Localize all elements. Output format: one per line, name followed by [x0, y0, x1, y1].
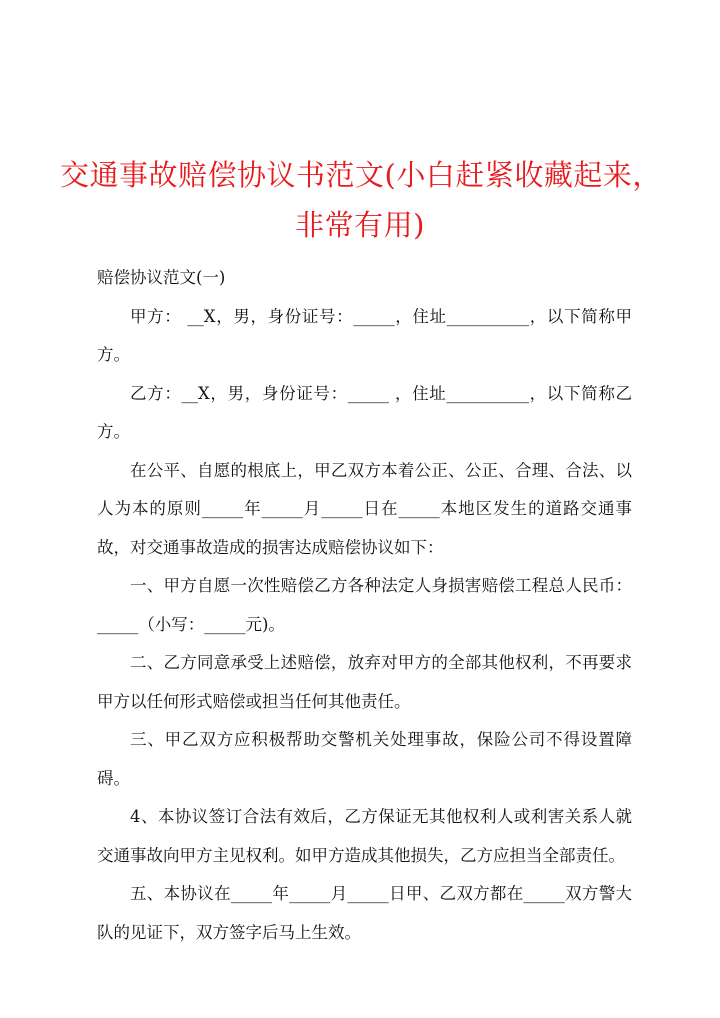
- paragraph-clause-4: 4、本协议签订合法有效后，乙方保证无其他权利人或利害关系人就交通事故向甲方主见权利。如甲方造成其他损失，乙方应担当全部责任。: [97, 807, 632, 865]
- paragraph-party-a: 甲方： __X，男，身份证号：_____，住址__________，以下简称甲方。: [97, 306, 632, 364]
- document-title: [60, 150, 660, 250]
- paragraph-clause-5: 五、本协议在_____年_____月_____日甲、乙双方都在_____双方警大队的见证下，双方签字后马上生效。: [97, 884, 632, 942]
- title-line-1: 交通事故赔偿协议书范文(小白赶紧收藏起来，: [60, 158, 662, 192]
- paragraph-clause-2: 二、乙方同意承受上述赔偿，放弃对甲方的全部其他权利，不再要求甲方以任何形式赔偿或担当任何其他责任。: [97, 653, 632, 711]
- paragraph-preamble: 在公平、自愿的根底上，甲乙双方本着公正、公正、合理、合法、以人为本的原则_____年_____月_____日在_____本地区发生的道路交通事故，对交通事故造成的损害达成赔偿协议如下：: [97, 460, 632, 557]
- document-body: [97, 259, 632, 952]
- paragraph-clause-3: 三、甲乙双方应积极帮助交警机关处理事故，保险公司不得设置障碍。: [97, 730, 632, 788]
- title-line-2: 非常有用): [295, 208, 425, 242]
- paragraph-party-b: 乙方：__X，男，身份证号：_____ ，住址__________，以下简称乙方。: [97, 383, 632, 441]
- paragraph-clause-1: 一、甲方自愿一次性赔偿乙方各种法定人身损害赔偿工程总人民币：_____（小写：_____元)。: [97, 576, 632, 634]
- section-subheading: 赔偿协议范文(一): [97, 268, 226, 287]
